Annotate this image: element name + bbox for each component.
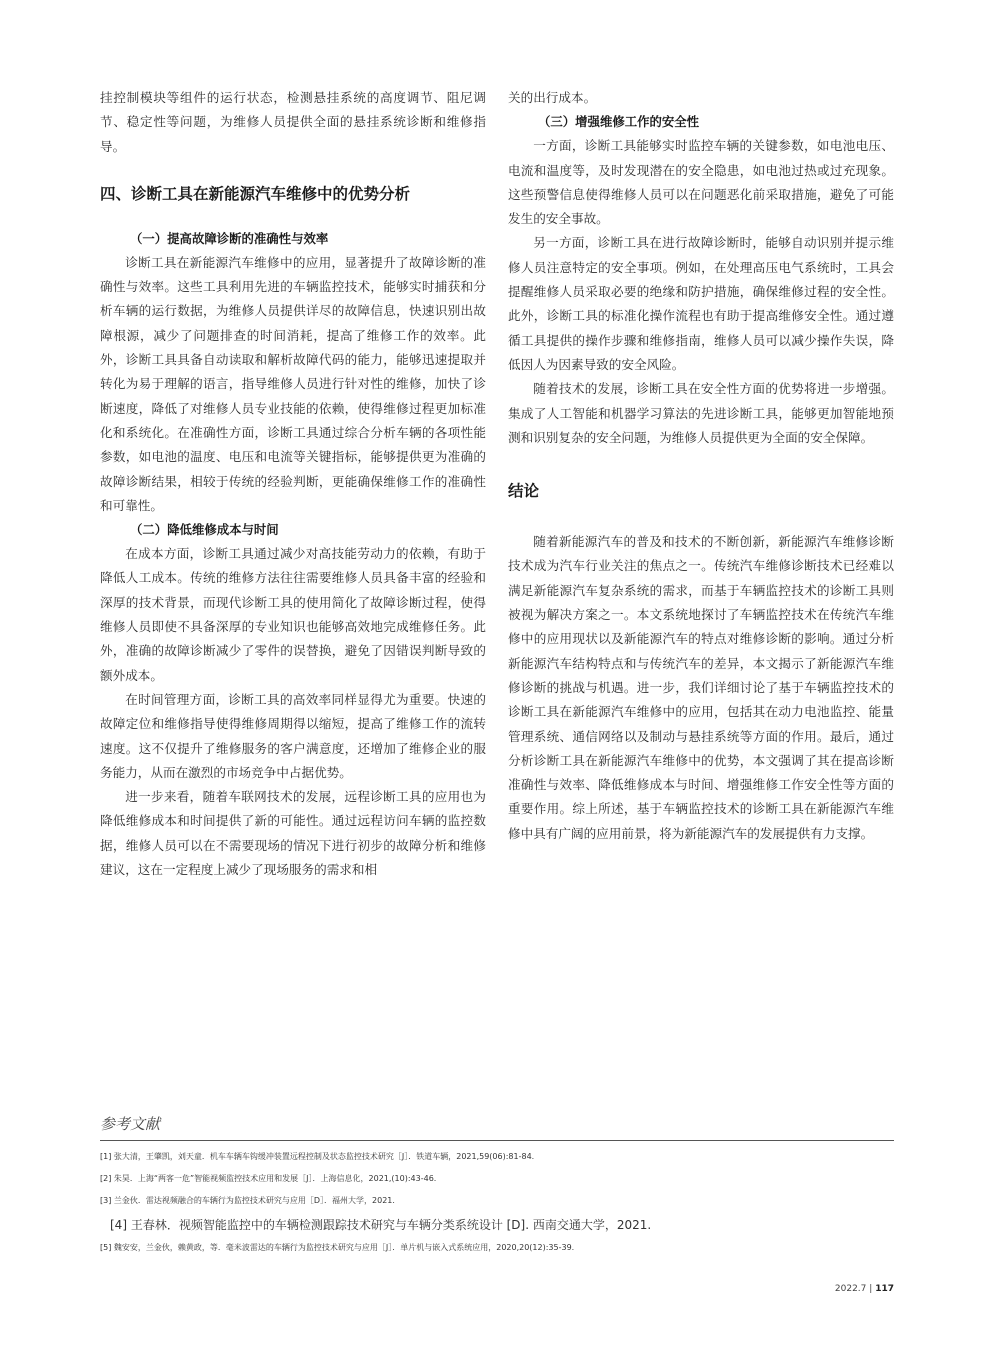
subsection-heading: （二）降低维修成本与时间	[130, 522, 279, 538]
paragraph: 在时间管理方面，诊断工具的高效率同样显得尤为重要。快速的故障定位和维修指导使得维修周期得以缩短，提高了维修工作的流转速度。这不仅提升了维修服务的客户满意度，还增加了维修企业的服务能力，从而在激烈的市场竞争中占据优势。	[100, 691, 486, 780]
page-number: 117	[875, 1284, 894, 1294]
reference-item: [5] 魏安安，兰金伙，赖黄政，等．毫米波雷达的车辆行为监控技术研究与应用［J］．单片机与嵌入式系统应用，2020,20(12):35-39.	[100, 1243, 575, 1252]
issue-date: 2022.7	[834, 1284, 867, 1294]
reference-item: [3] 兰金伙．雷达视频融合的车辆行为监控技术研究与应用［D］．福州大学，2021.	[100, 1196, 395, 1205]
footer-separator: |	[869, 1284, 873, 1294]
paragraph: 随着技术的发展，诊断工具在安全性方面的优势将进一步增强。集成了人工智能和机器学习算法的先进诊断工具，能够更加智能地预测和识别复杂的安全问题，为维修人员提供更为全面的安全保障。	[508, 381, 894, 445]
reference-item: [2] 朱昊．上海“两客一危”智能视频监控技术应用和发展［J］．上海信息化，2021,(10):43-46.	[100, 1174, 437, 1183]
right-column	[508, 86, 894, 846]
references-section	[100, 1113, 894, 1264]
section-heading: 四、诊断工具在新能源汽车维修中的优势分析	[100, 184, 411, 203]
subsection-heading: （一）提高故障诊断的准确性与效率	[130, 230, 329, 246]
paragraph: 挂控制模块等组件的运行状态，检测悬挂系统的高度调节、阻尼调节、稳定性等问题，为维修人员提供全面的悬挂系统诊断和维修指导。	[100, 90, 486, 154]
paragraph: 关的出行成本。	[508, 90, 597, 105]
paragraph: 在成本方面，诊断工具通过减少对高技能劳动力的依赖，有助于降低人工成本。传统的维修方法往往需要维修人员具备丰富的经验和深厚的技术背景，而现代诊断工具的使用简化了故障诊断过程，使得维修人员即使不具备深厚的专业知识也能够高效地完成维修任务。此外，准确的故障诊断减少了零件的误替换，避免了因错误判断导致的额外成本。	[100, 546, 486, 683]
paragraph: 进一步来看，随着车联网技术的发展，远程诊断工具的应用也为降低维修成本和时间提供了新的可能性。通过远程访问车辆的监控数据，维修人员可以在不需要现场的情况下进行初步的故障分析和维修建议，这在一定程度上减少了现场服务的需求和相	[100, 789, 486, 878]
paragraph: 随着新能源汽车的普及和技术的不断创新，新能源汽车维修诊断技术成为汽车行业关注的焦点之一。传统汽车维修诊断技术已经难以满足新能源汽车复杂系统的需求，而基于车辆监控技术的诊断工具则被视为解决方案之一。本文系统地探讨了车辆监控技术在传统汽车维修中的应用现状以及新能源汽车的特点对维修诊断的影响。通过分析新能源汽车结构特点和与传统汽车的差异，本文揭示了新能源汽车维修诊断的挑战与机遇。进一步，我们详细讨论了基于车辆监控技术的诊断工具在新能源汽车维修中的应用，包括其在动力电池监控、能量管理系统、通信网络以及制动与悬挂系统等方面的作用。最后，通过分析诊断工具在新能源汽车维修中的优势，本文强调了其在提高诊断准确性与效率、降低维修成本与时间、增强维修工作安全性等方面的重要作用。综上所述，基于车辆监控技术的诊断工具在新能源汽车维修中具有广阔的应用前景，将为新能源汽车的发展提供有力支撑。	[508, 534, 894, 841]
conclusion-heading: 结论	[508, 482, 540, 501]
references-title: 参考文献	[100, 1113, 894, 1141]
paragraph: 诊断工具在新能源汽车维修中的应用，显著提升了故障诊断的准确性与效率。这些工具利用先进的车辆监控技术，能够实时捕获和分析车辆的运行数据，为维修人员提供详尽的故障信息，快速识别出故障根源，减少了问题排查的时间消耗，提高了维修工作的效率。此外，诊断工具具备自动读取和解析故障代码的能力，能够迅速提取并转化为易于理解的语言，指导维修人员进行针对性的维修，加快了诊断速度，降低了对维修人员专业技能的依赖，使得维修过程更加标准化和系统化。在准确性方面，诊断工具通过综合分析车辆的各项性能参数，如电池的温度、电压和电流等关键指标，能够提供更为准确的故障诊断结果，相较于传统的经验判断，更能确保维修工作的准确性和可靠性。	[100, 254, 486, 513]
reference-item: [1] 张大清，王肇凯，刘天童．机车车辆车钩缓冲装置远程控制及状态监控技术研究［J］．铁道车辆，2021,59(06):81-84.	[100, 1152, 535, 1161]
subsection-heading: （三）增强维修工作的安全性	[538, 114, 700, 130]
left-column	[100, 86, 486, 882]
reference-item: [4] 王春林．视频智能监控中的车辆检测跟踪技术研究与车辆分类系统设计 [D]. 西南交通大学，2021.	[110, 1218, 652, 1232]
page-footer	[835, 1284, 894, 1294]
paragraph: 另一方面，诊断工具在进行故障诊断时，能够自动识别并提示维修人员注意特定的安全事项。例如，在处理高压电气系统时，工具会提醒维修人员采取必要的绝缘和防护措施，确保维修过程的安全性。此外，诊断工具的标准化操作流程也有助于提高维修安全性。通过遵循工具提供的操作步骤和维修指南，维修人员可以减少操作失误，降低因人为因素导致的安全风险。	[508, 235, 894, 372]
paragraph: 一方面，诊断工具能够实时监控车辆的关键参数，如电池电压、电流和温度等，及时发现潜在的安全隐患，如电池过热或过充现象。这些预警信息使得维修人员可以在问题恶化前采取措施，避免了可能发生的安全事故。	[508, 138, 894, 227]
